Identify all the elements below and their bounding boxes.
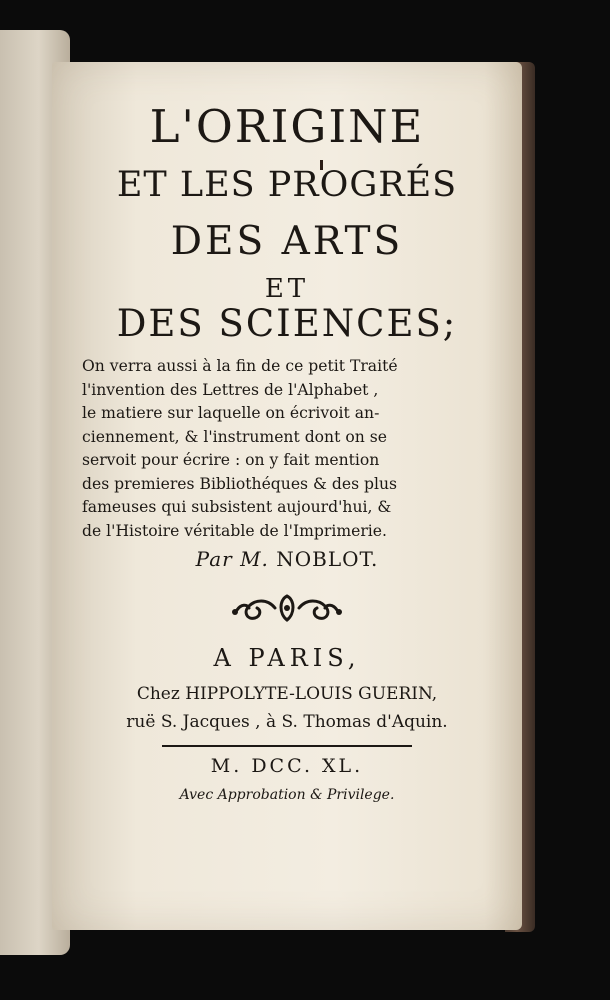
title-line-4: ET bbox=[264, 274, 310, 304]
publisher-line-1: Chez HIPPOLYTE-LOUIS GUERIN, bbox=[136, 684, 438, 704]
title-line-1: L'ORIGINE bbox=[149, 100, 425, 153]
imprint-year: M. DCC. XL. bbox=[210, 755, 364, 777]
printers-ornament-icon bbox=[227, 590, 347, 626]
privilege-line: Avec Approbation & Privilege. bbox=[179, 787, 395, 803]
subtitle-line: de l'Histoire véritable de l'Imprimerie. bbox=[82, 521, 387, 540]
subtitle-line: des premieres Bibliothéques & des plus bbox=[82, 474, 398, 493]
subtitle-line: l'invention des Lettres de l'Alphabet , bbox=[82, 380, 379, 399]
title-line-3: DES ARTS bbox=[170, 219, 404, 264]
title-page bbox=[52, 62, 522, 930]
subtitle-text bbox=[82, 355, 492, 543]
title-line-5: DES SCIENCES; bbox=[116, 302, 458, 345]
author-line bbox=[52, 547, 522, 571]
author-prefix: Par M. bbox=[195, 547, 269, 571]
imprint-city: A PARIS, bbox=[213, 644, 361, 672]
subtitle-line: ciennement, & l'instrument dont on se bbox=[82, 427, 387, 446]
subtitle-line: le matiere sur laquelle on écrivoit an- bbox=[82, 404, 380, 422]
title-line-2: ET LES PROGRÉS bbox=[116, 165, 458, 205]
subtitle-line: fameuses qui subsistent aujourd'hui, & bbox=[82, 498, 392, 516]
divider-rule bbox=[162, 745, 412, 747]
author-name: NOBLOT. bbox=[276, 547, 379, 571]
subtitle-line: On verra aussi à la fin de ce petit Traité bbox=[82, 357, 398, 375]
subtitle-line: servoit pour écrire : on y fait mention bbox=[82, 451, 380, 469]
publisher-line-2: ruë S. Jacques , à S. Thomas d'Aquin. bbox=[126, 712, 448, 732]
